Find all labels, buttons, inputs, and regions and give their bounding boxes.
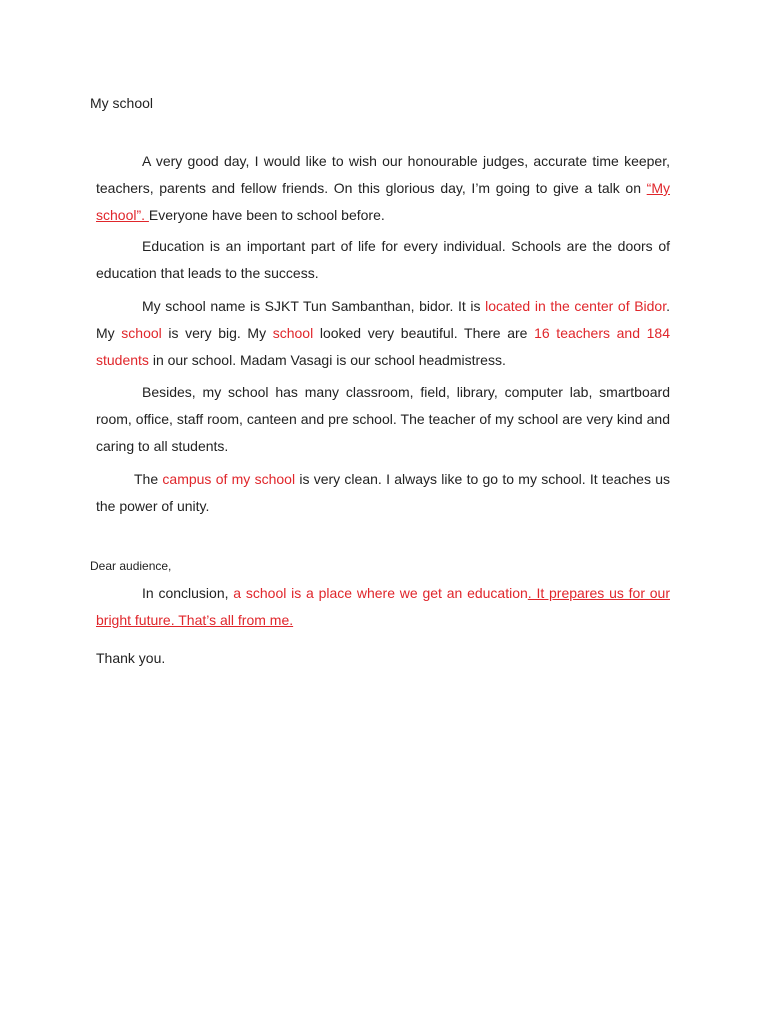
paragraph-school-details [96,293,670,374]
text-fragment: In conclusion, [142,585,234,601]
education-text: Education is an important part of life for every individual. Schools are the doors of education that leads to the success. [96,238,670,281]
conclusion-highlight: a school is a place where we get an education [233,585,528,601]
paragraph-facilities [96,379,670,460]
text-fragment: looked very beautiful. There are [313,325,535,341]
headmistress-text: in our school. Madam Vasagi is our school headmistress. [148,352,506,368]
text-fragment: is very big. My [161,325,273,341]
location-highlight: located in the center of Bidor [485,298,667,314]
text-fragment: The [134,471,163,487]
text-fragment: . My [96,298,670,341]
topic-highlight: “My school”. [96,180,670,223]
paragraph-campus [96,466,670,520]
document-title: My school [90,95,154,111]
closing-line: Thank you. [96,650,166,666]
greeting-text: A very good day, I would like to wish our honourable judges, accurate time keeper, teachers, parents and fellow friends. On this glorious day, I’m going to give a talk on [96,153,670,196]
facilities-text: Besides, my school has many classroom, field, library, computer lab, smartboard room, office, staff room, canteen and pre school. The teacher of my school are very kind and caring to all students. [96,384,670,454]
salutation: Dear audience, [90,559,172,573]
count-highlight: 16 teachers and 184 students [96,325,670,368]
paragraph-conclusion [96,580,670,634]
school-highlight: school [272,325,314,341]
campus-highlight: campus of my school [162,471,296,487]
conclusion-underlined: . It prepares us for our bright future. That’s all from me. [96,585,670,628]
school-name-text: My school name is SJKT Tun Sambanthan, bidor. It is [142,298,486,314]
school-highlight: school [121,325,162,341]
paragraph-education [96,233,670,287]
campus-text: is very clean. I always like to go to my school. It teaches us the power of unity. [96,471,671,514]
greeting-end: Everyone have been to school before. [148,207,385,223]
paragraph-greeting [96,148,670,229]
